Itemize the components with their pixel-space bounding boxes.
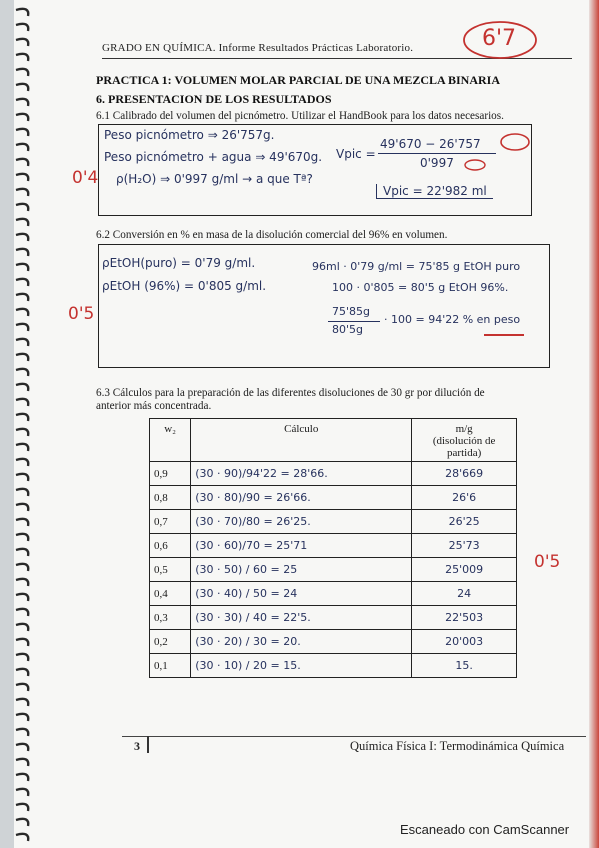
table-row: [150, 606, 517, 630]
row-mass: 25'73: [412, 534, 517, 558]
sec61-fraction-bar: [378, 153, 496, 154]
col-header-m-sub: (disolución de partida): [432, 435, 496, 459]
row-mass: 28'669: [412, 462, 517, 486]
row-w2: 0,6: [150, 534, 191, 558]
row-w2: 0,1: [150, 654, 191, 678]
row-mass: 15.: [412, 654, 517, 678]
sec62-fraction-bar: [328, 321, 380, 322]
table-row: [150, 654, 517, 678]
table-header-row: [150, 419, 517, 462]
sec62-frac-num: 75'85g: [332, 305, 371, 318]
row-calc: (30 · 20) / 30 = 20.: [191, 630, 412, 654]
row-w2: 0,9: [150, 462, 191, 486]
sec61-vpic-denominator: 0'997: [420, 156, 454, 170]
row-calc: (30 · 70)/80 = 26'25.: [191, 510, 412, 534]
sec61-line-3: ρ(H₂O) ⇒ 0'997 g/ml → a que Tª?: [116, 172, 313, 186]
col-header-w2: w₂: [150, 419, 191, 462]
table-row: [150, 558, 517, 582]
footer-rule: [122, 736, 586, 737]
row-calc: (30 · 10) / 20 = 15.: [191, 654, 412, 678]
col-header-m-label: m/g: [455, 423, 473, 435]
sec61-vpic-numerator: 49'670 − 26'757: [380, 137, 481, 151]
total-score: [460, 18, 540, 62]
sec62-right-2: 100 · 0'805 = 80'5 g EtOH 96%.: [332, 281, 509, 294]
page-number: 3: [134, 739, 140, 753]
practice-title: PRACTICA 1: VOLUMEN MOLAR PARCIAL DE UNA MEZCLA BINARIA: [96, 73, 501, 87]
row-w2: 0,4: [150, 582, 191, 606]
section-title: 6. PRESENTACION DE LOS RESULTADOS: [96, 92, 332, 106]
sec62-right-1: 96ml · 0'79 g/ml = 75'85 g EtOH puro: [312, 260, 521, 273]
row-calc: (30 · 30) / 40 = 22'5.: [191, 606, 412, 630]
sec62-frac-den: 80'5g: [332, 323, 364, 336]
row-w2: 0,3: [150, 606, 191, 630]
table-row: [150, 630, 517, 654]
col-header-calc: Cálculo: [191, 419, 412, 462]
total-score-value: 6'7: [482, 26, 517, 51]
sec62-prompt: 6.2 Conversión en % en masa de la disolución comercial del 96% en volumen.: [96, 229, 448, 241]
row-calc: (30 · 60)/70 = 25'71: [191, 534, 412, 558]
row-w2: 0,7: [150, 510, 191, 534]
row-mass: 22'503: [412, 606, 517, 630]
row-w2: 0,2: [150, 630, 191, 654]
row-calc: (30 · 40) / 50 = 24: [191, 582, 412, 606]
notebook-page: [14, 0, 599, 848]
row-mass: 26'25: [412, 510, 517, 534]
sec62-left-1: ρEtOH(puro) = 0'79 g/ml.: [102, 256, 256, 270]
course-name: Química Física I: Termodinámica Química: [350, 739, 565, 753]
sec61-vpic-label: Vpic =: [336, 147, 376, 161]
row-calc: (30 · 50) / 60 = 25: [191, 558, 412, 582]
table-row: [150, 510, 517, 534]
page-edge: [589, 0, 599, 848]
table-row: [150, 582, 517, 606]
sec62-red-underline: [484, 334, 524, 336]
table-row: [150, 534, 517, 558]
header-text: GRADO EN QUÍMICA. Informe Resultados Prácticas Laboratorio.: [102, 42, 414, 54]
row-mass: 20'003: [412, 630, 517, 654]
sec63-score: 0'5: [534, 552, 561, 572]
sec61-line-2: Peso picnómetro + agua ⇒ 49'670g.: [104, 150, 323, 164]
col-header-m: [412, 419, 517, 462]
sec62-left-2: ρEtOH (96%) = 0'805 g/ml.: [102, 279, 267, 293]
spiral-binding: [14, 0, 38, 848]
sec62-frac-result: · 100 = 94'22 % en peso: [384, 313, 521, 326]
sec62-score: 0'5: [68, 304, 95, 324]
sec63-prompt-line2: anterior más concentrada.: [96, 400, 212, 412]
row-mass: 25'009: [412, 558, 517, 582]
page-header: [102, 42, 413, 54]
row-w2: 0,8: [150, 486, 191, 510]
row-mass: 24: [412, 582, 517, 606]
row-calc: (30 · 80)/90 = 26'66.: [191, 486, 412, 510]
sec61-line-1: Peso picnómetro ⇒ 26'757g.: [104, 128, 275, 142]
dilution-table: [149, 418, 517, 678]
sec61-prompt: 6.1 Calibrado del volumen del picnómetro. Utilizar el HandBook para los datos necesarios.: [96, 110, 504, 122]
footer-page-divider: [147, 736, 149, 753]
table-row: [150, 486, 517, 510]
row-calc: (30 · 90)/94'22 = 28'66.: [191, 462, 412, 486]
table-row: [150, 462, 517, 486]
sec61-result: Vpic = 22'982 ml: [376, 184, 493, 199]
sec61-red-circle: [498, 132, 532, 152]
sec63-prompt-line1: 6.3 Cálculos para la preparación de las diferentes disoluciones de 30 gr por dilución de: [96, 387, 485, 399]
scanner-watermark: Escaneado con CamScanner: [400, 822, 570, 837]
row-w2: 0,5: [150, 558, 191, 582]
row-mass: 26'6: [412, 486, 517, 510]
sec61-red-mark: [462, 158, 488, 172]
sec61-score: 0'4: [72, 168, 99, 188]
